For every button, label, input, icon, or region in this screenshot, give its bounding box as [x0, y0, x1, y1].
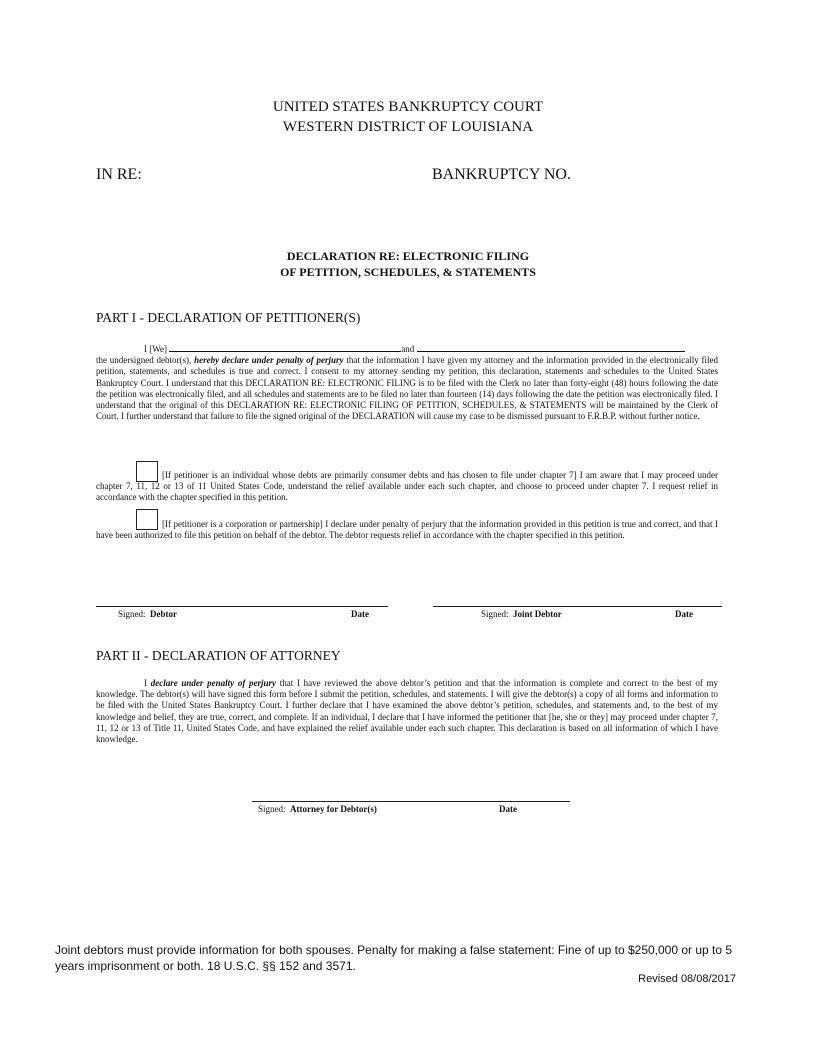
option2-text: [If petitioner is a corporation or partnership] I declare under penalty of perjury that the information provided in this petition is true and correct, and that I have been authorized to file this petition on behalf of the debtor. The debtor requests relief in accordance with the chapter specified in this petition.: [96, 519, 718, 541]
penalty-notice: Joint debtors must provide information for both spouses. Penalty for making a false statement: Fine of up to $250,000 or up to 5 years imprisonment or both. 18 U.S.C. §§ 152 and 3571.: [55, 943, 733, 973]
joint-debtor-signature-line[interactable]: [433, 606, 722, 607]
declaration-title-line1: DECLARATION RE: ELECTRONIC FILING: [286, 249, 530, 263]
debtor-signature-line[interactable]: [96, 606, 388, 607]
declaration-title-line2: OF PETITION, SCHEDULES, & STATEMENTS: [280, 265, 536, 279]
debtor-date-label: Date: [351, 609, 369, 619]
bankruptcy-no-label: BANKRUPTCY NO.: [432, 166, 571, 183]
part2-body-text: that I have reviewed the above debtor’s petition and that the information is complete and correct to the best of my knowledge. The debtor(s) will have signed this form before I submit the petition, schedules, and statements. I will give the debtor(s) a copy of all forms and information to be filed with the United States Bankruptcy Court. I further declare that I have examined the above debtor’s petition, schedules, and statements and, to the best of my knowledge and belief, they are true, correct, and complete. If an individual, I declare that I have informed the petitioner that [he, she or they] may proceed under chapter 7, 11, 12 or 13 of Title 11, United States Code, and have explained the relief available under each such chapter. This declaration is based on all information of which I have knowledge.: [96, 678, 719, 745]
attorney-signature-line[interactable]: [252, 801, 570, 802]
revised-date: Revised 08/08/2017: [638, 973, 736, 985]
part2-declaration: [96, 678, 718, 745]
court-name: UNITED STATES BANKRUPTCY COURT: [272, 99, 544, 115]
attorney-signature-label: Signed: Attorney for Debtor(s): [258, 804, 377, 814]
in-re-label: IN RE:: [96, 166, 142, 183]
part2-heading: PART II - DECLARATION OF ATTORNEY: [96, 648, 341, 663]
part2-body-intro: I: [144, 678, 147, 688]
part1-body-text: that the information I have given my attorney and the information provided in the electronically filed petition, statements, and schedules is true and correct. I consent to my attorney sending my petition, this declaration, statements and schedules to the United States Bankruptcy Court. I understand that this DECLARATION RE: ELECTRONIC FILING is to be filed with the Clerk no later than forty-eight (48) hours following the date the petition was electronically filed, and all schedules and statements are to be filed no later than fourteen (14) days following the date the petition was electronically filed. I understand that the original of this DECLARATION RE: ELECTRONIC FILING OF PETITION, SCHEDULES, & STATEMENTS will be maintained by the Clerk of Court. I further understand that failure to file the signed original of the DECLARATION will cause my case to be dismissed pursuant to F.R.B.P. without further notice.: [96, 355, 719, 422]
and-label: and: [401, 344, 415, 354]
option1-text: [If petitioner is an individual whose debts are primarily consumer debts and has chosen to file under chapter 7] I am aware that I may proceed under chapter 7, 11, 12 or 13 of 11 United States Code, understand the relief available under each such chapter, and choose to proceed under chapter 7. I request relief in accordance with the chapter specified in this petition.: [96, 470, 718, 503]
joint-name-field[interactable]: [417, 342, 685, 352]
we-label: I [We]: [144, 344, 168, 354]
option2-paragraph: [96, 519, 718, 541]
joint-debtor-date-label: Date: [675, 609, 693, 619]
attorney-date-label: Date: [499, 804, 517, 814]
debtor-signature-label: Signed: Debtor: [118, 609, 178, 619]
option1-paragraph: [96, 470, 718, 504]
part1-declaration: [96, 342, 718, 422]
joint-debtor-signature-label: Signed: Joint Debtor: [481, 609, 562, 619]
part1-body-emphasis: hereby declare under penalty of perjury: [194, 355, 344, 366]
part1-heading: PART I - DECLARATION OF PETITIONER(S): [96, 310, 361, 325]
part1-body-intro: the undersigned debtor(s),: [96, 355, 192, 366]
court-district: WESTERN DISTRICT OF LOUISIANA: [282, 119, 534, 135]
part2-body-emphasis: declare under penalty of perjury: [150, 678, 277, 688]
we-name-field[interactable]: [169, 342, 401, 352]
